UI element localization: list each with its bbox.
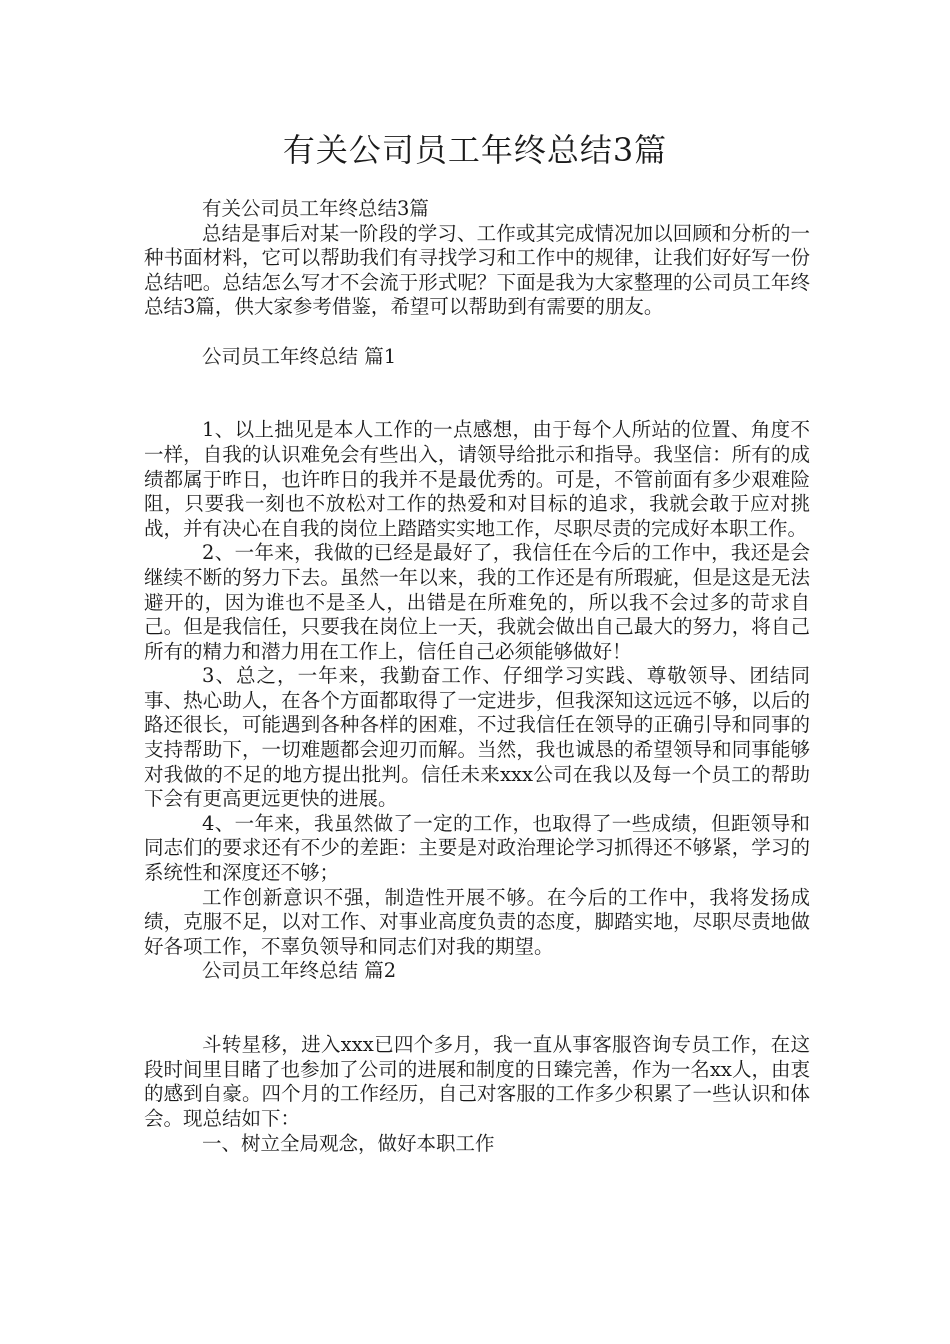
section1-paragraph-4: 4、一年来，我虽然做了一定的工作，也取得了一些成绩，但距领导和同志们的要求还有不少的差距：主要是对政治理论学习抓得还不够紧，学习的系统性和深度还不够； (144, 811, 810, 885)
intro-paragraph: 总结是事后对某一阶段的学习、工作或其完成情况加以回顾和分析的一种书面材料，它可以帮助我们有寻找学习和工作中的规律，让我们好好写一份总结吧。总结怎么写才不会流于形式呢？下面是我为大家整理的公司员工年终总结3篇，供大家参考借鉴，希望可以帮助到有需要的朋友。 (144, 221, 810, 319)
blank-line (144, 984, 810, 1009)
blank-line (144, 369, 810, 394)
section2-heading: 公司员工年终总结 篇2 (202, 959, 397, 983)
section1-paragraph-5: 工作创新意识不强，制造性开展不够。在今后的工作中，我将发扬成绩，克服不足，以对工作、对事业高度负责的态度，脚踏实地，尽职尽责地做好各项工作，不辜负领导和同志们对我的期望。 (144, 885, 810, 958)
section1-paragraph-2: 2、一年来，我做的已经是最好了，我信任在今后的工作中，我还是会继续不断的努力下去。虽然一年以来，我的工作还是有所瑕疵，但是这是无法避开的，因为谁也不是圣人，出错是在所难免的，所以我不会过多的苛求自己。但是我信任，只要我在岗位上一天，我就会做出自己最大的努力，将自己所有的精力和潜力用在工作上，信任自己必须能够做好！ (144, 541, 810, 663)
section1-paragraph-1: 1、以上拙见是本人工作的一点感想，由于每个人所站的位置、角度不一样，自我的认识难免会有些出入，请领导给批示和指导。我坚信：所有的成绩都属于昨日，也许昨日的我并不是最优秀的。可是，不管前面有多少艰难险阻，只要我一刻也不放松对工作的热爱和对目标的追求，我就会敢于应对挑战，并有决心在自我的岗位上踏踏实实地工作，尽职尽责的完成好本职工作。 (144, 418, 810, 540)
section2-paragraph-1: 斗转星移，进入xxx已四个多月，我一直从事客服咨询专员工作，在这段时间里目睹了也参加了公司的进展和制度的日臻完善，作为一名xx人，由衷的感到自豪。四个月的工作经历，自己对客服的工作多少积累了一些认识和体会。现总结如下： (144, 1033, 810, 1130)
section2-paragraph-2: 一、树立全局观念，做好本职工作 (202, 1131, 495, 1155)
subtitle-paragraph: 有关公司员工年终总结3篇 (202, 197, 429, 220)
section1-paragraph-3: 3、总之，一年来，我勤奋工作、仔细学习实践、尊敬领导、团结同事、热心助人，在各个方面都取得了一定进步，但我深知这远远不够，以后的路还很长，可能遇到各种各样的困难，不过我信任在领导的正确引导和同事的支持帮助下，一切难题都会迎刃而解。当然，我也诚恳的希望领导和同事能够对我做的不足的地方提出批判。信任未来xxx公司在我以及每一个员工的帮助下会有更高更远更快的进展。 (144, 664, 810, 811)
document-title: 有关公司员工年终总结3篇 (282, 131, 668, 169)
section1-heading: 公司员工年终总结 篇1 (202, 344, 397, 368)
document-body (144, 197, 810, 1156)
